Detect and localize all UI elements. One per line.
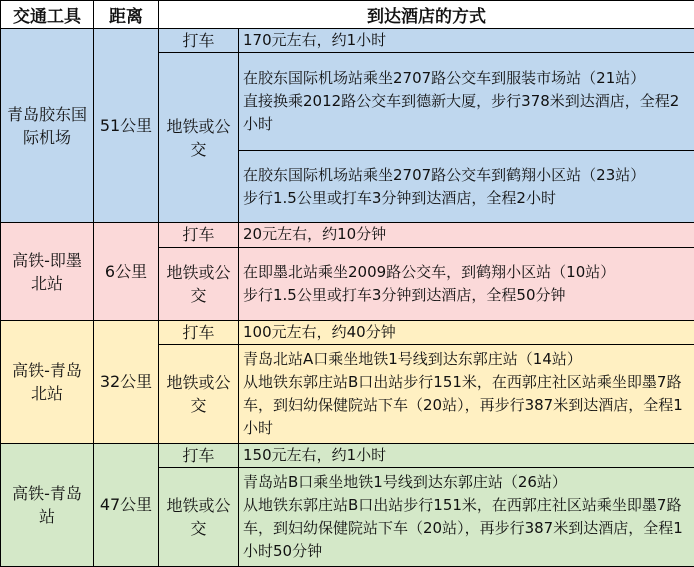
jimo-location: 高铁-即墨北站 bbox=[1, 223, 94, 321]
qd-transit-option-1 bbox=[239, 468, 694, 567]
qd-distance: 47公里 bbox=[94, 443, 159, 566]
jimo-transit-option-1 bbox=[239, 247, 694, 320]
airport-transit-label: 地铁或公交 bbox=[159, 53, 239, 223]
qd-transit-label: 地铁或公交 bbox=[159, 468, 239, 567]
airport-taxi-desc: 170元左右，约1小时 bbox=[239, 29, 694, 53]
airport-taxi-row bbox=[1, 29, 694, 53]
airport-transit-option-2 bbox=[239, 151, 694, 223]
jimo-option1-step1: 在即墨北站乘坐2009路公交车，到鹤翔小区站（10站） bbox=[243, 262, 616, 281]
airport-distance: 51公里 bbox=[94, 29, 159, 223]
qdnorth-transit-label: 地铁或公交 bbox=[159, 345, 239, 444]
header-row bbox=[1, 1, 694, 29]
qdnorth-location: 高铁-青岛北站 bbox=[1, 320, 94, 443]
qd-taxi-label: 打车 bbox=[159, 443, 239, 467]
qdnorth-taxi-desc: 100元左右，约40分钟 bbox=[239, 320, 694, 344]
airport-location: 青岛胶东国际机场 bbox=[1, 29, 94, 223]
airport-taxi-label: 打车 bbox=[159, 29, 239, 53]
airport-option1-step2: 直接换乘2012路公交车到德新大厦，步行378米到达酒店，全程2小时 bbox=[243, 92, 680, 134]
qdnorth-taxi-label: 打车 bbox=[159, 320, 239, 344]
jimo-option1-step2: 步行1.5公里或打车3分钟到达酒店，全程50分钟 bbox=[243, 285, 566, 304]
qd-location: 高铁-青岛站 bbox=[1, 443, 94, 566]
qdnorth-transit-option-1 bbox=[239, 345, 694, 444]
airport-transit-option-1 bbox=[239, 53, 694, 151]
jimo-distance: 6公里 bbox=[94, 223, 159, 321]
qdnorth-option1-step2: 从地铁东郭庄站B口出站步行151米，在西郭庄社区站乘坐即墨7路车，到妇幼保健院站下车（20站），再步行387米到达酒店，全程1小时 bbox=[243, 373, 683, 438]
jimo-taxi-row bbox=[1, 223, 694, 247]
qd-option1-step2: 从地铁东郭庄站B口出站步行151米，在西郭庄社区站乘坐即墨7路车，到妇幼保健院站下车（20站），再步行387米到达酒店，全程1小时50分钟 bbox=[243, 496, 683, 561]
jimo-transit-label: 地铁或公交 bbox=[159, 247, 239, 320]
qd-taxi-desc: 150元左右，约1小时 bbox=[239, 443, 694, 467]
qdnorth-option1-step1: 青岛北站A口乘坐地铁1号线到达东郭庄站（14站） bbox=[243, 350, 582, 369]
header-tool: 交通工具 bbox=[1, 1, 94, 29]
jimo-taxi-label: 打车 bbox=[159, 223, 239, 247]
airport-option1-step1: 在胶东国际机场站乘坐2707路公交车到服装市场站（21站） bbox=[243, 69, 646, 88]
airport-option2-step2: 步行1.5公里或打车3分钟到达酒店，全程2小时 bbox=[243, 188, 556, 207]
header-method: 到达酒店的方式 bbox=[159, 1, 694, 29]
qdnorth-taxi-row bbox=[1, 320, 694, 344]
airport-option2-step1: 在胶东国际机场站乘坐2707路公交车到鹤翔小区站（23站） bbox=[243, 165, 646, 184]
qd-option1-step1: 青岛站B口乘坐地铁1号线到达东郭庄站（26站） bbox=[243, 473, 567, 492]
jimo-taxi-desc: 20元左右，约10分钟 bbox=[239, 223, 694, 247]
qdnorth-distance: 32公里 bbox=[94, 320, 159, 443]
qd-taxi-row bbox=[1, 443, 694, 467]
header-distance: 距离 bbox=[94, 1, 159, 29]
